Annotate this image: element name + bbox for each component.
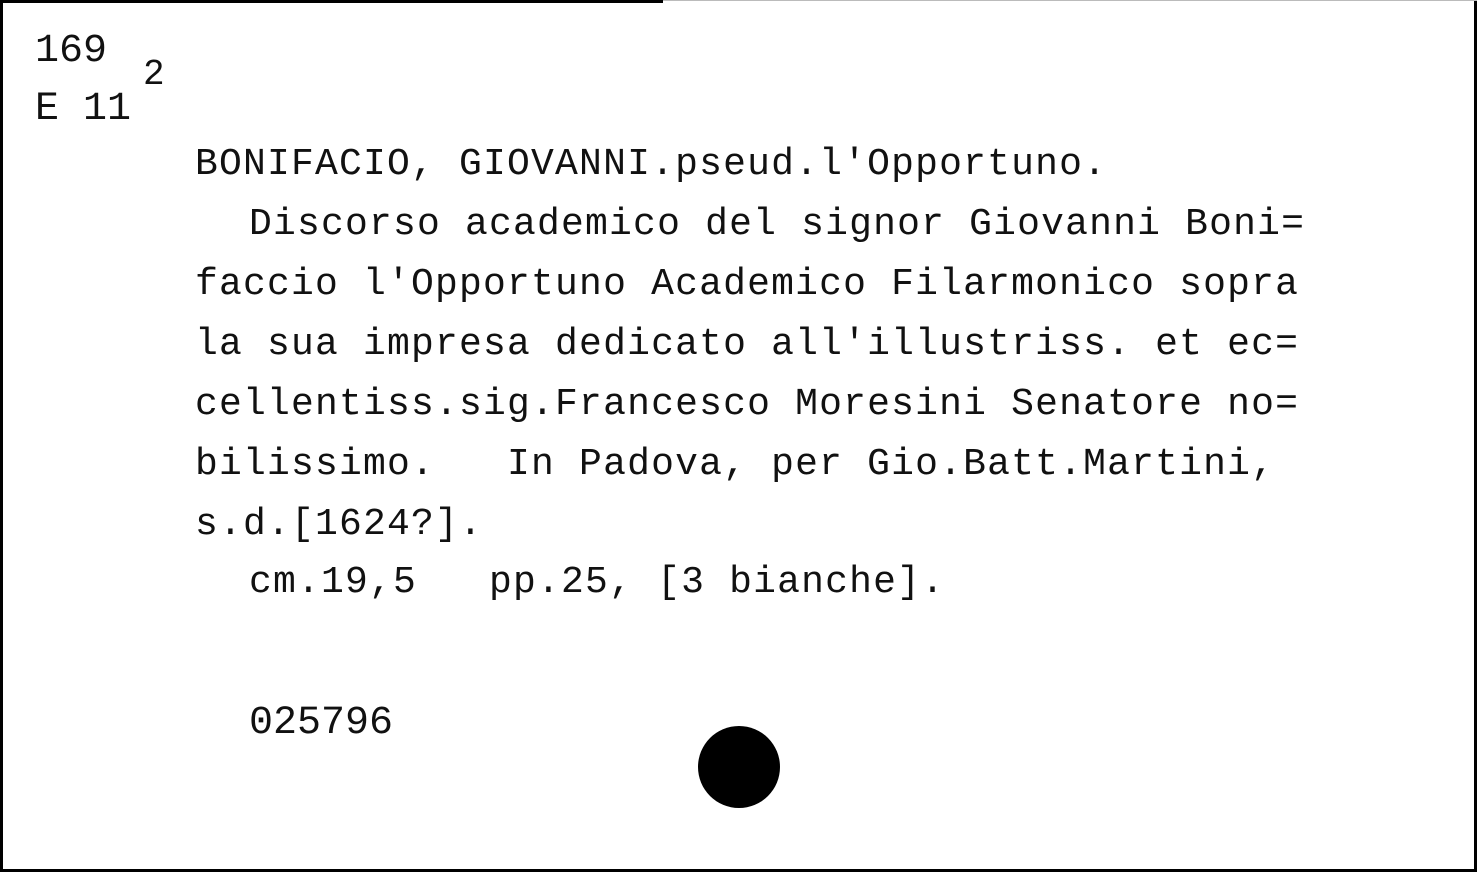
shelfmark-line-2: E 11 — [35, 87, 132, 132]
shelfmark-line-1: 169 — [35, 29, 108, 74]
title-line-2: faccio l'Opportuno Academico Filarmonico sopra — [195, 263, 1300, 306]
title-line-1: Discorso academico del signor Giovanni Boni= — [249, 203, 1306, 246]
shelfmark-superscript: 2 — [143, 54, 165, 95]
date-line: s.d.[1624?]. — [195, 503, 484, 546]
collation-line: cm.19,5 pp.25, [3 bianche]. — [249, 561, 946, 604]
title-line-4: cellentiss.sig.Francesco Moresini Senatore no= — [195, 383, 1300, 426]
card-top-edge-faint — [663, 0, 1477, 1]
author-heading: BONIFACIO, GIOVANNI.pseud.l'Opportuno. — [195, 143, 1108, 186]
title-line-3: la sua impresa dedicato all'illustriss. et ec= — [195, 323, 1300, 366]
card-top-edge — [3, 0, 663, 3]
imprint-line: bilissimo. In Padova, per Gio.Batt.Martini, — [195, 443, 1276, 486]
punch-hole — [698, 726, 780, 808]
accession-number: 025796 — [249, 701, 394, 746]
